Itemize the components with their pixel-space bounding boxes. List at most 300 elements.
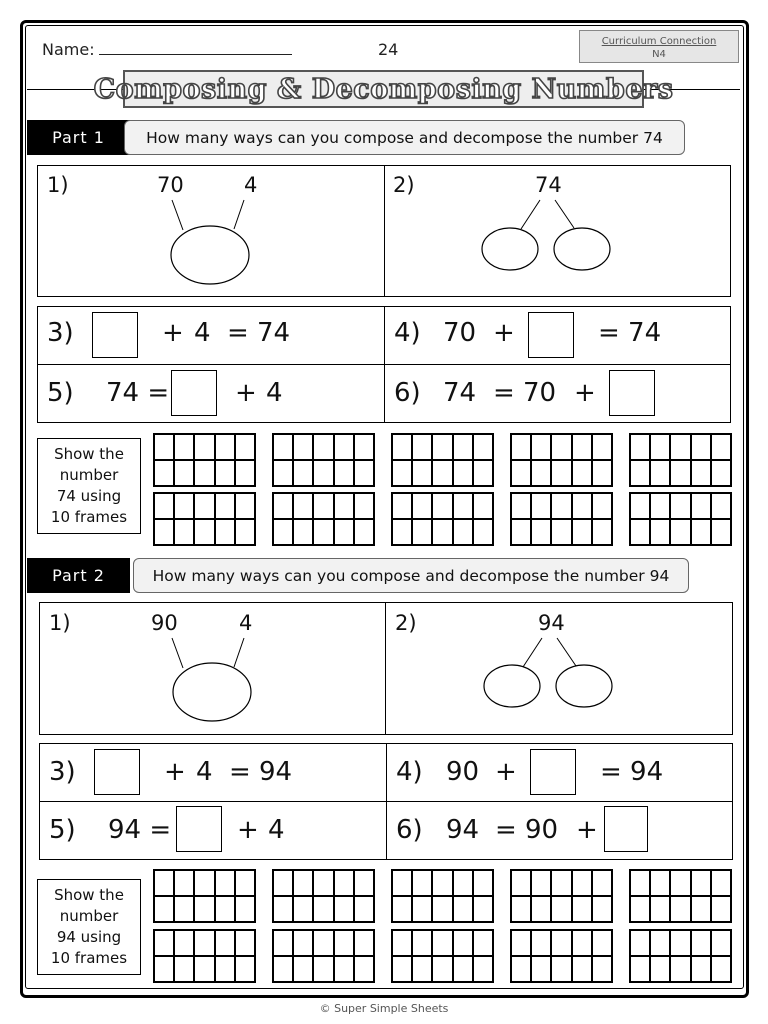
ten-frame-cell[interactable]: [194, 460, 214, 486]
ten-frame-cell[interactable]: [432, 434, 452, 460]
ten-frame-cell[interactable]: [154, 460, 174, 486]
ten-frame-cell[interactable]: [511, 460, 531, 486]
ten-frame-cell[interactable]: [432, 460, 452, 486]
ten-frame-cell[interactable]: [630, 434, 650, 460]
part-answer-circle[interactable]: [554, 228, 610, 270]
ten-frame-cell[interactable]: [174, 930, 194, 956]
ten-frame-cell[interactable]: [511, 519, 531, 545]
ten-frame-cell[interactable]: [592, 434, 612, 460]
ten-frame-cell[interactable]: [293, 956, 313, 982]
ten-frame-cell[interactable]: [313, 434, 333, 460]
ten-frame-cell[interactable]: [412, 956, 432, 982]
ten-frame-cell[interactable]: [670, 519, 690, 545]
ten-frame-cell[interactable]: [592, 519, 612, 545]
ten-frame-cell[interactable]: [154, 930, 174, 956]
part-1-prompt: How many ways can you compose and decompose the number 74: [124, 120, 685, 155]
part-1-q2-label: 2): [393, 173, 415, 197]
ten-frame-cell[interactable]: [354, 896, 374, 922]
ten-frame-cell[interactable]: [531, 434, 551, 460]
ten-frame-cell[interactable]: [273, 434, 293, 460]
ten-frame-cell[interactable]: [154, 434, 174, 460]
part-answer-circle[interactable]: [484, 665, 540, 707]
ten-frame-cell[interactable]: [215, 434, 235, 460]
ten-frame-cell[interactable]: [412, 930, 432, 956]
part-2-q2-whole: 94: [538, 611, 565, 635]
ten-frame-cell[interactable]: [174, 896, 194, 922]
ten-frame-cell[interactable]: [334, 896, 354, 922]
whole-answer-circle[interactable]: [171, 226, 249, 284]
name-line[interactable]: [99, 40, 292, 55]
ten-frame-cell[interactable]: [273, 870, 293, 896]
part-2-show-line: number: [59, 907, 119, 925]
ten-frame-cell[interactable]: [670, 460, 690, 486]
ten-frame-cell[interactable]: [473, 434, 493, 460]
ten-frame-cell[interactable]: [235, 434, 255, 460]
ten-frame-cell[interactable]: [592, 896, 612, 922]
ten-frame-cell[interactable]: [273, 460, 293, 486]
ten-frame-cell[interactable]: [711, 434, 731, 460]
ten-frame[interactable]: [272, 433, 375, 487]
ten-frame-cell[interactable]: [630, 460, 650, 486]
ten-frame-cell[interactable]: [194, 930, 214, 956]
ten-frame-cell[interactable]: [691, 870, 711, 896]
ten-frame-cell[interactable]: [334, 930, 354, 956]
ten-frame-cell[interactable]: [354, 434, 374, 460]
ten-frame[interactable]: [510, 929, 613, 983]
ten-frame-cell[interactable]: [174, 434, 194, 460]
ten-frame[interactable]: [153, 492, 256, 546]
ten-frame-cell[interactable]: [392, 930, 412, 956]
ten-frame-cell[interactable]: [670, 896, 690, 922]
ten-frame-cell[interactable]: [592, 493, 612, 519]
ten-frame-cell[interactable]: [354, 930, 374, 956]
ten-frame-cell[interactable]: [691, 493, 711, 519]
part-2-q5-total: 94 =: [108, 815, 172, 845]
ten-frame-cell[interactable]: [432, 930, 452, 956]
ten-frame-cell[interactable]: [293, 460, 313, 486]
part-1-q5-label: 5): [47, 378, 74, 408]
ten-frame-cell[interactable]: [453, 930, 473, 956]
part-2-show-line: 10 frames: [50, 949, 128, 967]
ten-frame-cell[interactable]: [670, 930, 690, 956]
ten-frame-cell[interactable]: [650, 870, 670, 896]
ten-frame-cell[interactable]: [551, 896, 571, 922]
ten-frame-cell[interactable]: [235, 956, 255, 982]
ten-frame-cell[interactable]: [174, 493, 194, 519]
part-1-q5-total: 74 =: [106, 378, 170, 408]
ten-frame-cell[interactable]: [334, 870, 354, 896]
ten-frame-cell[interactable]: [473, 896, 493, 922]
ten-frame-cell[interactable]: [273, 493, 293, 519]
ten-frame-cell[interactable]: [194, 956, 214, 982]
part-2-q5-addend: 4: [268, 815, 285, 845]
part-1-q6-addend: 70: [523, 378, 557, 408]
ten-frame-cell[interactable]: [293, 896, 313, 922]
ten-frame-cell[interactable]: [531, 956, 551, 982]
ten-frame-cell[interactable]: [551, 870, 571, 896]
ten-frame-cell[interactable]: [711, 956, 731, 982]
ten-frame-cell[interactable]: [392, 870, 412, 896]
part-2-q6-plus: +: [576, 815, 598, 845]
ten-frame-cell[interactable]: [354, 870, 374, 896]
ten-frame-cell[interactable]: [293, 519, 313, 545]
part-2-q4-answer-box[interactable]: [530, 749, 576, 795]
ten-frame-cell[interactable]: [572, 460, 592, 486]
ten-frame-cell[interactable]: [670, 434, 690, 460]
ten-frame-cell[interactable]: [691, 519, 711, 545]
divider: [385, 602, 386, 735]
ten-frame-cell[interactable]: [650, 519, 670, 545]
ten-frame-cell[interactable]: [511, 493, 531, 519]
ten-frame-cell[interactable]: [551, 460, 571, 486]
ten-frame-cell[interactable]: [215, 493, 235, 519]
part-1-q6-total: 74: [443, 378, 477, 408]
part-2-q1-bond-diagram: [152, 628, 272, 728]
part-2-q3-answer-box[interactable]: [94, 749, 140, 795]
part-1-q4-addend: 70: [443, 318, 477, 348]
ten-frame-cell[interactable]: [354, 519, 374, 545]
ten-frame-cell[interactable]: [511, 930, 531, 956]
ten-frame[interactable]: [153, 869, 256, 923]
ten-frame-cell[interactable]: [551, 930, 571, 956]
ten-frame[interactable]: [391, 869, 494, 923]
ten-frame-cell[interactable]: [334, 434, 354, 460]
ten-frame-cell[interactable]: [551, 434, 571, 460]
ten-frame-cell[interactable]: [194, 870, 214, 896]
part-2-prompt: How many ways can you compose and decompose the number 94: [133, 558, 689, 593]
part-2-bond-row: [39, 602, 733, 735]
ten-frame-cell[interactable]: [473, 519, 493, 545]
part-2-q5-plus: +: [237, 815, 259, 845]
ten-frame-cell[interactable]: [412, 896, 432, 922]
whole-answer-circle[interactable]: [173, 663, 251, 721]
ten-frame-cell[interactable]: [313, 493, 333, 519]
ten-frame-cell[interactable]: [453, 896, 473, 922]
ten-frame-cell[interactable]: [273, 930, 293, 956]
ten-frame-cell[interactable]: [412, 434, 432, 460]
worksheet-title: Composing & Decomposing Numbers: [93, 73, 674, 105]
part-2-q4-addend: 90: [446, 757, 480, 787]
part-1-q5-addend: 4: [266, 378, 283, 408]
ten-frame-cell[interactable]: [691, 434, 711, 460]
ten-frame-cell[interactable]: [453, 460, 473, 486]
ten-frame-cell[interactable]: [511, 896, 531, 922]
part-1-q1-bond-diagram: [150, 190, 270, 290]
ten-frame-cell[interactable]: [154, 896, 174, 922]
name-field[interactable]: [42, 40, 292, 59]
ten-frame-cell[interactable]: [630, 896, 650, 922]
ten-frame-cell[interactable]: [650, 434, 670, 460]
ten-frame-cell[interactable]: [572, 519, 592, 545]
part-1-q3-addend: 4: [194, 318, 211, 348]
curriculum-code: N4: [652, 49, 666, 60]
ten-frame-cell[interactable]: [215, 870, 235, 896]
ten-frame-cell[interactable]: [313, 930, 333, 956]
ten-frame-cell[interactable]: [154, 519, 174, 545]
part-2-q3-addend: 4: [196, 757, 213, 787]
ten-frame-cell[interactable]: [711, 493, 731, 519]
page-number: 24: [378, 40, 399, 59]
ten-frame-cell[interactable]: [273, 956, 293, 982]
ten-frame-cell[interactable]: [235, 870, 255, 896]
ten-frame-cell[interactable]: [650, 930, 670, 956]
ten-frame-cell[interactable]: [711, 519, 731, 545]
ten-frame-cell[interactable]: [531, 930, 551, 956]
ten-frame[interactable]: [272, 869, 375, 923]
ten-frame-cell[interactable]: [453, 493, 473, 519]
part-2-show-line: Show the: [54, 886, 124, 904]
part-1-q1-label: 1): [47, 173, 69, 197]
ten-frame-cell[interactable]: [235, 493, 255, 519]
ten-frame-cell[interactable]: [711, 930, 731, 956]
ten-frame-cell[interactable]: [691, 460, 711, 486]
ten-frame-cell[interactable]: [531, 493, 551, 519]
ten-frame-cell[interactable]: [313, 460, 333, 486]
ten-frame-cell[interactable]: [235, 519, 255, 545]
ten-frame-cell[interactable]: [293, 493, 313, 519]
ten-frame-cell[interactable]: [174, 956, 194, 982]
bond-line-right: [234, 200, 244, 229]
ten-frame[interactable]: [272, 492, 375, 546]
ten-frame-cell[interactable]: [334, 493, 354, 519]
ten-frame-cell[interactable]: [313, 896, 333, 922]
part-2-q6-total: 94: [446, 815, 480, 845]
bond-line-left: [523, 638, 542, 667]
bond-line-left: [172, 200, 183, 230]
ten-frame-cell[interactable]: [630, 493, 650, 519]
ten-frame-cell[interactable]: [215, 930, 235, 956]
ten-frame-cell[interactable]: [194, 493, 214, 519]
ten-frame-cell[interactable]: [453, 870, 473, 896]
ten-frame-cell[interactable]: [293, 870, 313, 896]
ten-frame-cell[interactable]: [354, 460, 374, 486]
ten-frame[interactable]: [391, 433, 494, 487]
part-2-q6-answer-box[interactable]: [604, 806, 648, 852]
part-2-q5-answer-box[interactable]: [176, 806, 222, 852]
ten-frame-cell[interactable]: [670, 493, 690, 519]
ten-frame[interactable]: [272, 929, 375, 983]
part-1-q3-plus: +: [162, 318, 184, 348]
ten-frame-cell[interactable]: [174, 519, 194, 545]
ten-frame[interactable]: [510, 492, 613, 546]
part-1-show-line: number: [59, 466, 119, 484]
ten-frame[interactable]: [391, 929, 494, 983]
ten-frame-cell[interactable]: [354, 956, 374, 982]
ten-frame-cell[interactable]: [630, 870, 650, 896]
bond-line-left: [172, 638, 183, 668]
ten-frame-cell[interactable]: [412, 493, 432, 519]
ten-frame-cell[interactable]: [531, 896, 551, 922]
curriculum-title: Curriculum Connection: [601, 36, 717, 47]
part-2-q3-equals: =: [229, 757, 251, 787]
ten-frame-cell[interactable]: [392, 896, 412, 922]
ten-frame[interactable]: [629, 929, 732, 983]
bond-line-right: [234, 638, 244, 667]
bond-line-left: [521, 200, 540, 229]
ten-frame-cell[interactable]: [273, 896, 293, 922]
ten-frame-cell[interactable]: [215, 519, 235, 545]
bond-line-right: [555, 200, 574, 228]
part-2-q4-result: = 94: [600, 757, 664, 787]
ten-frame[interactable]: [629, 492, 732, 546]
ten-frame-cell[interactable]: [194, 519, 214, 545]
ten-frame-cell[interactable]: [412, 519, 432, 545]
part-1-q2-whole: 74: [535, 173, 562, 197]
ten-frame-cell[interactable]: [650, 460, 670, 486]
part-2-q6-label: 6): [396, 815, 423, 845]
part-2-q3-label: 3): [49, 757, 76, 787]
ten-frame-cell[interactable]: [572, 493, 592, 519]
ten-frame-cell[interactable]: [432, 870, 452, 896]
ten-frame-cell[interactable]: [572, 896, 592, 922]
ten-frame-cell[interactable]: [650, 896, 670, 922]
ten-frame-cell[interactable]: [215, 460, 235, 486]
ten-frame-cell[interactable]: [432, 956, 452, 982]
ten-frame-cell[interactable]: [670, 956, 690, 982]
part-1-show-number-box: [37, 438, 141, 534]
ten-frame-cell[interactable]: [174, 870, 194, 896]
ten-frame-cell[interactable]: [432, 896, 452, 922]
ten-frame-cell[interactable]: [531, 870, 551, 896]
ten-frame-cell[interactable]: [354, 493, 374, 519]
ten-frame-cell[interactable]: [572, 434, 592, 460]
part-2-tab: Part 2: [27, 558, 130, 593]
ten-frame-cell[interactable]: [313, 956, 333, 982]
part-1-q5-plus: +: [235, 378, 257, 408]
ten-frame-cell[interactable]: [670, 870, 690, 896]
part-1-q2-bond-diagram: [478, 196, 618, 276]
ten-frame-cell[interactable]: [531, 460, 551, 486]
ten-frame-cell[interactable]: [392, 493, 412, 519]
ten-frame-cell[interactable]: [511, 956, 531, 982]
ten-frame-cell[interactable]: [473, 930, 493, 956]
ten-frame-cell[interactable]: [453, 956, 473, 982]
ten-frame-cell[interactable]: [235, 460, 255, 486]
part-1-q6-equals: =: [493, 378, 515, 408]
ten-frame-cell[interactable]: [174, 460, 194, 486]
ten-frame[interactable]: [153, 929, 256, 983]
ten-frame-cell[interactable]: [334, 460, 354, 486]
ten-frame-cell[interactable]: [592, 870, 612, 896]
part-2-q6-equals: =: [495, 815, 517, 845]
ten-frame-cell[interactable]: [392, 519, 412, 545]
ten-frame-cell[interactable]: [592, 460, 612, 486]
ten-frame-cell[interactable]: [691, 896, 711, 922]
ten-frame-cell[interactable]: [711, 896, 731, 922]
ten-frame-cell[interactable]: [313, 519, 333, 545]
ten-frame-cell[interactable]: [572, 870, 592, 896]
part-2-q2-bond-diagram: [480, 634, 620, 714]
ten-frame-cell[interactable]: [235, 896, 255, 922]
ten-frame-cell[interactable]: [572, 956, 592, 982]
ten-frame-cell[interactable]: [392, 460, 412, 486]
ten-frame[interactable]: [629, 869, 732, 923]
ten-frame-cell[interactable]: [432, 519, 452, 545]
ten-frame-cell[interactable]: [551, 956, 571, 982]
ten-frame[interactable]: [510, 869, 613, 923]
ten-frame-cell[interactable]: [630, 930, 650, 956]
ten-frame[interactable]: [153, 433, 256, 487]
ten-frame-cell[interactable]: [650, 956, 670, 982]
ten-frame-cell[interactable]: [154, 956, 174, 982]
ten-frame-cell[interactable]: [453, 434, 473, 460]
ten-frame-cell[interactable]: [630, 956, 650, 982]
ten-frame-cell[interactable]: [392, 434, 412, 460]
ten-frame-cell[interactable]: [473, 956, 493, 982]
ten-frame[interactable]: [510, 433, 613, 487]
ten-frame-cell[interactable]: [650, 493, 670, 519]
ten-frame-cell[interactable]: [313, 870, 333, 896]
ten-frame-cell[interactable]: [334, 519, 354, 545]
ten-frame-cell[interactable]: [453, 519, 473, 545]
part-answer-circle[interactable]: [482, 228, 538, 270]
part-1-show-line: Show the: [54, 445, 124, 463]
ten-frame-cell[interactable]: [154, 493, 174, 519]
ten-frame-cell[interactable]: [473, 870, 493, 896]
part-1-q4-plus: +: [493, 318, 515, 348]
part-1-tab: Part 1: [27, 120, 130, 155]
part-1-q6-answer-box[interactable]: [609, 370, 655, 416]
ten-frame-cell[interactable]: [511, 870, 531, 896]
ten-frame-cell[interactable]: [273, 519, 293, 545]
ten-frame-cell[interactable]: [711, 870, 731, 896]
part-1-q4-answer-box[interactable]: [528, 312, 574, 358]
ten-frame-cell[interactable]: [473, 493, 493, 519]
ten-frame-cell[interactable]: [473, 460, 493, 486]
curriculum-connection-box: [579, 30, 739, 63]
ten-frame-cell[interactable]: [531, 519, 551, 545]
ten-frame-cell[interactable]: [392, 956, 412, 982]
ten-frame-cell[interactable]: [215, 896, 235, 922]
ten-frame-cell[interactable]: [215, 956, 235, 982]
ten-frame-cell[interactable]: [334, 956, 354, 982]
ten-frame-cell[interactable]: [551, 493, 571, 519]
ten-frame[interactable]: [391, 492, 494, 546]
part-2-show-line: 94 using: [56, 928, 122, 946]
divider: [384, 165, 385, 297]
ten-frame-cell[interactable]: [432, 493, 452, 519]
ten-frame[interactable]: [629, 433, 732, 487]
ten-frame-cell[interactable]: [194, 434, 214, 460]
ten-frame-cell[interactable]: [412, 870, 432, 896]
ten-frame-cell[interactable]: [691, 930, 711, 956]
ten-frame-cell[interactable]: [691, 956, 711, 982]
ten-frame-cell[interactable]: [412, 460, 432, 486]
ten-frame-cell[interactable]: [293, 434, 313, 460]
ten-frame-cell[interactable]: [630, 519, 650, 545]
part-answer-circle[interactable]: [556, 665, 612, 707]
part-1-q5-answer-box[interactable]: [171, 370, 217, 416]
part-1-q6-plus: +: [574, 378, 596, 408]
ten-frame-cell[interactable]: [235, 930, 255, 956]
ten-frame-cell[interactable]: [194, 896, 214, 922]
part-1-q1-part-left: 70: [157, 173, 184, 197]
part-1-q3-answer-box[interactable]: [92, 312, 138, 358]
divider: [39, 801, 733, 802]
ten-frame-cell[interactable]: [572, 930, 592, 956]
ten-frame-cell[interactable]: [511, 434, 531, 460]
ten-frame-cell[interactable]: [293, 930, 313, 956]
part-2-q6-addend: 90: [525, 815, 559, 845]
part-1-show-line: 74 using: [56, 487, 122, 505]
ten-frame-cell[interactable]: [711, 460, 731, 486]
ten-frame-cell[interactable]: [592, 930, 612, 956]
ten-frame-cell[interactable]: [592, 956, 612, 982]
ten-frame-cell[interactable]: [154, 870, 174, 896]
ten-frame-cell[interactable]: [551, 519, 571, 545]
part-2-show-number-box: [37, 879, 141, 975]
part-2-q4-plus: +: [495, 757, 517, 787]
